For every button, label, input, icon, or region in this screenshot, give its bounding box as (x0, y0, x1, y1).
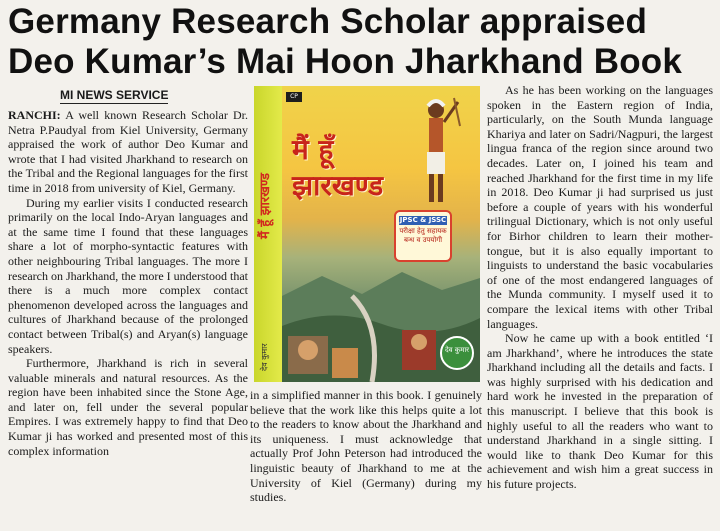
headline (8, 2, 713, 82)
publisher-logo: CP (286, 92, 302, 102)
article-column-2 (250, 388, 482, 505)
paragraph: Furthermore, Jharkhand is rich in several valuable minerals and natural resources. As the region have been inhabited since the Stone Age, and later on, fell under the several popular Empires. I was extremely happy to find that Deo Kumar ji has worked and presented most of this complex information (8, 356, 248, 458)
spine-author: देव कुमार (260, 343, 269, 371)
book-cover-image (254, 86, 480, 382)
byline: MI NEWS SERVICE (60, 88, 169, 102)
headline-line-1: Germany Research Scholar appraised (8, 2, 648, 41)
badge-text: परीक्षा हेतु सहायक बन्ध व उपयोगी (399, 227, 447, 244)
paragraph-text: A well known Research Scholar Dr. Netra P.Paudyal from Kiel University, Germany appraised the work of author Deo Kumar and wrote that I had visited Jharkhand to research on the Tribal and the Regional languages for the first time in 2018 from university of Kiel, Germany. (8, 108, 248, 195)
book-front-cover (282, 86, 480, 382)
paragraph: As he has been working on the languages spoken in the Eastern region of India, particularly, on the South Munda language Khariya and later on Sadri/Nagpuri, the largest lingua franca of the region since around two decades. Later on, I joined his team and reached Jharkhand for the first time in my life in 2018. Deo Kumar ji had surprised us just before a couple of years with his wonderful trilingual Dictionary, which is not only useful for Birhor children to learn their mother-tongue, but it is also equally important to linguists to understand the basic vocabularies of one of the most endangered languages of the Munda community. I myself used it to compare the lexical items with other Tribal languages. (487, 83, 713, 331)
publisher-seal: देव कुमार (440, 336, 474, 370)
paragraph: During my earlier visits I conducted research primarily on the local Indo-Aryan languages and at the same time I found that these languages share a lot of morpho-syntactic features with other neighbouring Tribal languages. The more I research on Jharkhand, the more I understood that there is a much more complex contact phenomenon developed across the languages and cultures of Jharkhand because of the prolonged contact between Tribal(s) and Aryan(s) language speakers. (8, 195, 248, 356)
paragraph (8, 108, 248, 196)
headline-line-2: Deo Kumar’s Mai Hoon Jharkhand Book (8, 42, 683, 81)
paragraph: Now he came up with a book entitled ‘I am Jharkhand’, where he introduces the state Jharkhand including all the details and facts. I was highly surprised with his dedication and hard work he invested in the preparation of this manuscript. I believe that this book is highly useful to all the readers who want to understand Jharkhand in a single sitting. I would like to thank Deo Kumar for this achievement and wish him a great success in his future projects. (487, 331, 713, 492)
paragraph: in a simplified manner in this book. I genuinely believe that the work like this helps quite a lot to the readers to know about the Jharkhand and its uniqueness. I must acknowledge that actually Prof John Peterson had introduced the linguistic beauty of Jharkhand to me at the University of Kiel (Germany) during my studies. (250, 388, 482, 505)
dateline: RANCHI: (8, 108, 61, 122)
exam-badge (394, 210, 452, 262)
book-spine (254, 86, 282, 382)
article-column-1 (8, 108, 248, 458)
article-column-3 (487, 83, 713, 492)
book-title: मैं हूँ झारखण्ड (292, 133, 384, 202)
spine-title: मैं हूँ झारखण्ड (258, 173, 273, 240)
badge-heading: JPSC & JSSC (399, 216, 447, 224)
